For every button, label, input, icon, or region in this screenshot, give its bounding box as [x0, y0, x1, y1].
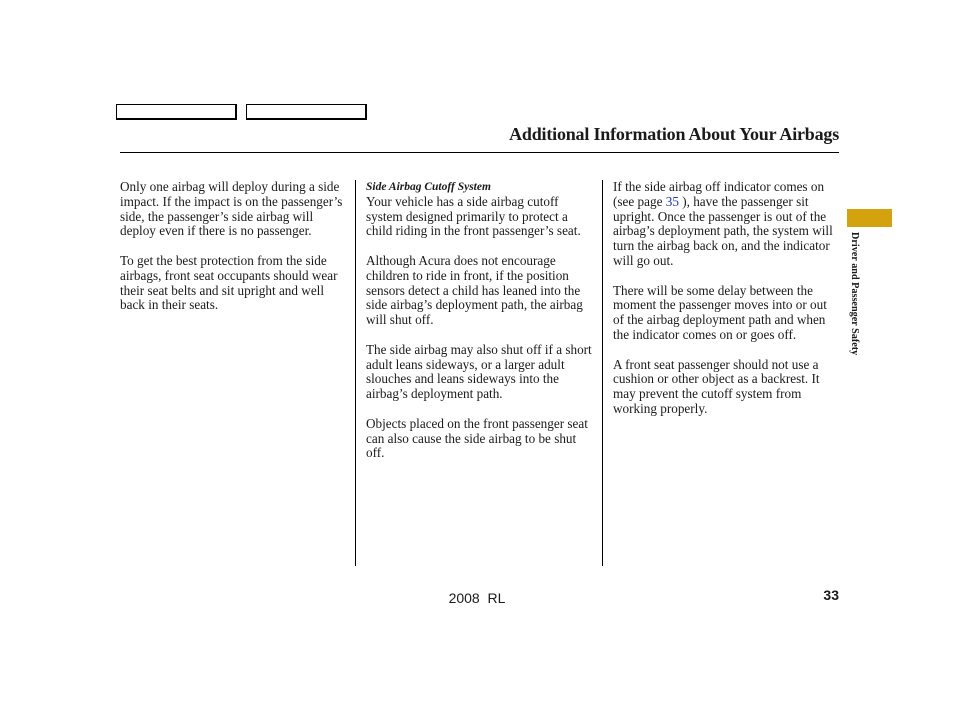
- paragraph-text: If the side airbag off indicator comes on (see page: [613, 179, 825, 209]
- paragraph: A front seat passenger should not use a cushion or other object as a backrest. It may prevent the cutoff system from working properly.: [613, 356, 820, 416]
- page-number: 33: [823, 587, 839, 603]
- page-reference-link[interactable]: 35: [665, 193, 679, 209]
- paragraph: Although Acura does not encourage children to ride in front, if the position sensors detect a child has leaned into the side airbag’s deployment path, the airbag will shut off.: [366, 252, 583, 328]
- paragraph: To get the best protection from the side airbags, front seat occupants should wear their seat belts and sit upright and well back in their seats.: [120, 252, 338, 313]
- paragraph: There will be some delay between the moment the passenger moves into or out of the airbag deployment path and when the indicator comes on or goes off.: [613, 282, 827, 342]
- paragraph: The side airbag may also shut off if a short adult leans sideways, or a larger adult slouches and leans sideways into the airbag’s deployment path.: [366, 341, 592, 402]
- section-tab: [847, 209, 892, 227]
- column-divider: [355, 180, 356, 566]
- page-title: Additional Information About Your Airbags: [509, 124, 839, 144]
- paragraph: [613, 180, 839, 269]
- paragraph: Only one airbag will deploy during a side impact. If the impact is on the passenger’s side, the passenger’s side airbag will deploy even if there is no passenger.: [120, 179, 343, 239]
- column-3: [613, 180, 839, 432]
- paragraph-text: ), have the passenger sit upright. Once the passenger is out of the airbag’s deployment path, the system will turn the airbag back on, and the indicator will go out.: [613, 193, 833, 268]
- index-button[interactable]: [246, 104, 367, 120]
- model-text: 2008 RL: [448, 590, 506, 606]
- section-subheading: Side Airbag Cutoff System: [366, 181, 491, 193]
- paragraph: Your vehicle has a side airbag cutoff system designed primarily to protect a child riding in the front passenger’s seat.: [366, 193, 581, 239]
- section-label: Driver and Passenger Safety: [849, 232, 860, 356]
- column-2: [366, 180, 594, 476]
- column-1: [120, 180, 348, 328]
- paragraph: Objects placed on the front passenger seat can also cause the side airbag to be shut off.: [366, 415, 588, 461]
- title-rule: [120, 152, 839, 153]
- main-menu-button[interactable]: [116, 104, 237, 120]
- column-divider: [602, 180, 603, 566]
- model-name: [0, 590, 954, 606]
